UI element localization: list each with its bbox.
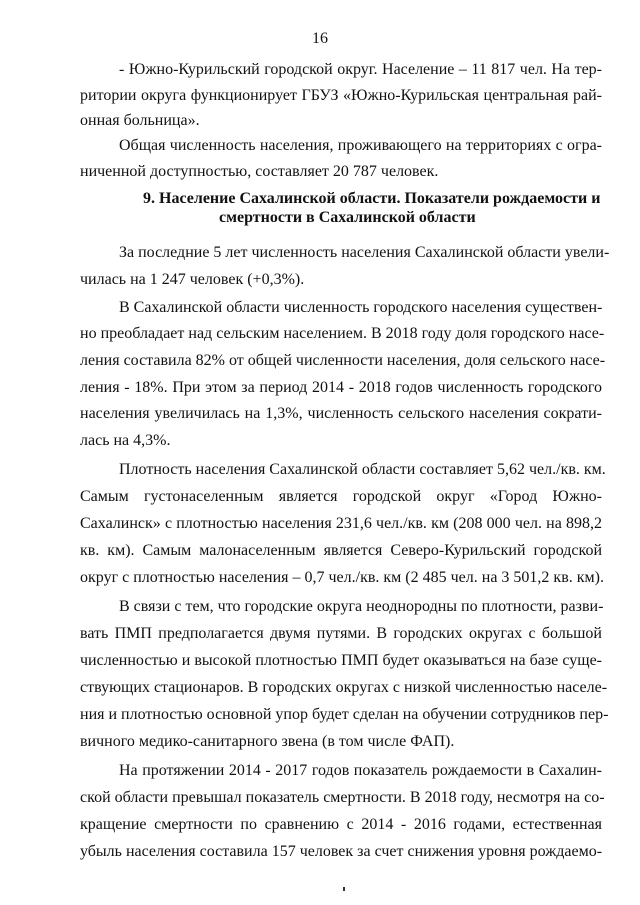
paragraph-line: Самым густонаселенным является городской округ «Город Южно-: [80, 488, 602, 505]
paragraph-line: В связи с тем, что городские округа неоднородны по плотности, разви-: [119, 598, 604, 615]
paragraph-line: округ с плотностью населения – 0,7 чел./кв. км (2 485 чел. на 3 501,2 кв. км).: [80, 569, 604, 586]
paragraph-line: лась на 4,3%.: [80, 432, 171, 449]
paragraph-line: Плотность населения Сахалинской области составляет 5,62 чел./кв. км.: [119, 461, 606, 478]
paragraph-line: но преобладает над сельским населением. В 2018 году доля городского насе-: [80, 325, 605, 342]
paragraph-line: вичного медико-санитарного звена (в том числе ФАП).: [80, 733, 455, 750]
section-heading: смертности в Сахалинской области: [219, 209, 476, 226]
paragraph-line: убыль населения составила 157 человек за счет снижения уровня рождаемо-: [80, 843, 603, 860]
paragraph-line: ской области превышал показатель смертности. В 2018 году, несмотря на со-: [80, 789, 605, 806]
scan-mark: [343, 887, 345, 891]
page-number: 16: [312, 30, 328, 47]
paragraph-line: кращение смертности по сравнению с 2014 - 2016 годами, естественная: [80, 816, 602, 833]
paragraph-line: онная больница».: [80, 112, 200, 129]
paragraph-line: ниченной доступностью, составляет 20 787 человек.: [80, 163, 439, 180]
paragraph-line: На протяжении 2014 - 2017 годов показатель рождаемости в Сахалин-: [119, 762, 602, 779]
section-heading: 9. Население Сахалинской области. Показатели рождаемости и: [143, 190, 601, 207]
paragraph-line: ния и плотностью основной упор будет сделан на обучении сотрудников пер-: [80, 706, 609, 723]
paragraph-line: ствующих стационаров. В городских округах с низкой численностью населе-: [80, 679, 608, 696]
paragraph-line: За последние 5 лет численность населения Сахалинской области увели-: [119, 244, 610, 261]
paragraph-line: В Сахалинской области численность городского населения существен-: [119, 299, 603, 316]
paragraph-line: населения увеличилась на 1,3%, численность сельского населения сократи-: [80, 405, 602, 422]
paragraph-line: чилась на 1 247 человек (+0,3%).: [80, 271, 305, 288]
paragraph-line: Общая численность населения, проживающего на территориях с огра-: [119, 137, 602, 154]
paragraph-line: ления - 18%. При этом за период 2014 - 2018 годов численность городского: [80, 379, 602, 396]
paragraph-line: - Южно-Курильский городской округ. Население – 11 817 чел. На тер-: [119, 61, 602, 78]
paragraph-line: численностью и высокой плотностью ПМП будет оказываться на базе суще-: [80, 652, 602, 669]
paragraph-line: ления составила 82% от общей численности населения, доля сельского насе-: [80, 352, 606, 369]
paragraph-line: Сахалинск» с плотностью населения 231,6 чел./кв. км (208 000 чел. на 898,2: [80, 515, 602, 532]
paragraph-line: ритории округа функционирует ГБУЗ «Южно-Курильская центральная рай-: [80, 87, 602, 104]
paragraph-line: кв. км). Самым малонаселенным является Северо-Курильский городской: [80, 542, 602, 559]
paragraph-line: вать ПМП предполагается двумя путями. В городских округах с большой: [80, 625, 602, 642]
